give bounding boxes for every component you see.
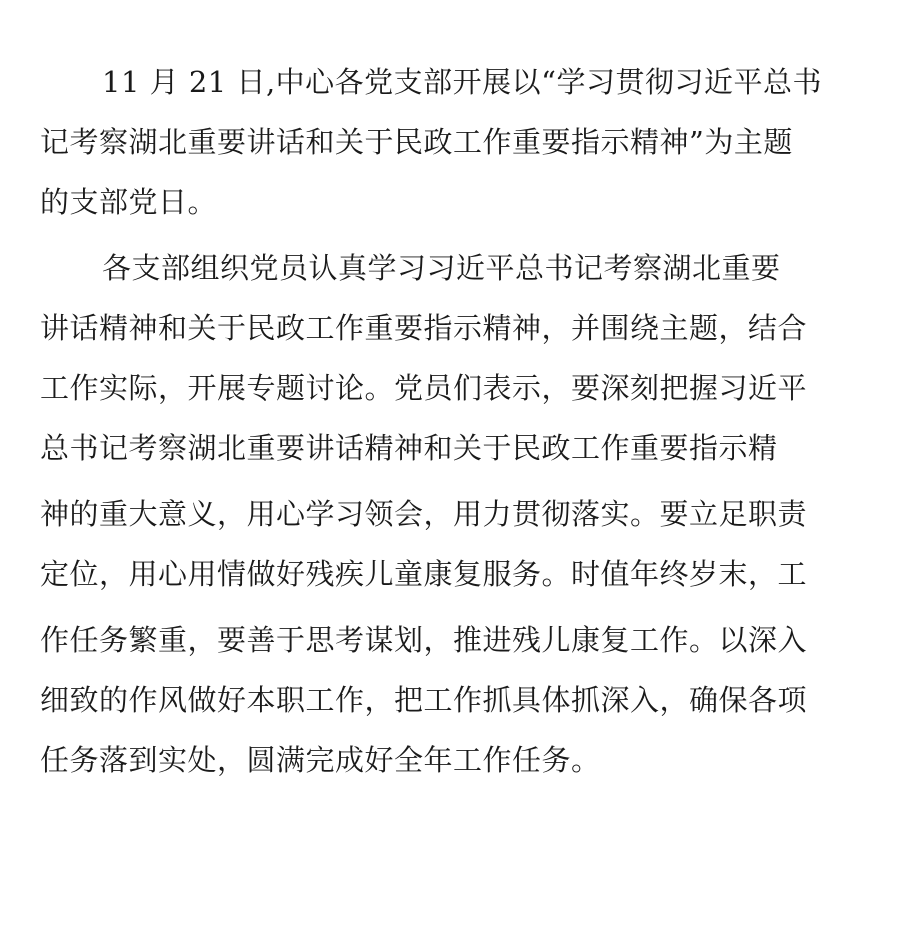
paragraph-1-line-3: 的支部党日。: [40, 185, 218, 219]
paragraph-2-line-6: 定位，用心用情做好残疾儿童康复服务。时值年终岁末，工: [40, 557, 808, 591]
paragraph-2-line-4: 总书记考察湖北重要讲话精神和关于民政工作重要指示精: [40, 431, 778, 465]
paragraph-1-line-2: 记考察湖北重要讲话和关于民政工作重要指示精神”为主题: [40, 125, 793, 159]
paragraph-2-line-2: 讲话精神和关于民政工作重要指示精神，并围绕主题，结合: [40, 311, 808, 345]
paragraph-2-line-5: 神的重大意义，用心学习领会，用力贯彻落实。要立足职责: [40, 497, 808, 531]
paragraph-1-line-1: 11 月 21 日,中心各党支部开展以“学习贯彻习近平总书: [102, 65, 823, 99]
paragraph-2-line-8: 细致的作风做好本职工作，把工作抓具体抓深入，确保各项: [40, 683, 808, 717]
paragraph-2-line-9: 任务落到实处，圆满完成好全年工作任务。: [40, 743, 601, 777]
paragraph-2-line-7: 作任务繁重，要善于思考谋划，推进残儿康复工作。以深入: [40, 623, 808, 657]
paragraph-2-line-1: 各支部组织党员认真学习习近平总书记考察湖北重要: [102, 251, 781, 285]
paragraph-2-line-3: 工作实际，开展专题讨论。党员们表示，要深刻把握习近平: [40, 371, 808, 405]
